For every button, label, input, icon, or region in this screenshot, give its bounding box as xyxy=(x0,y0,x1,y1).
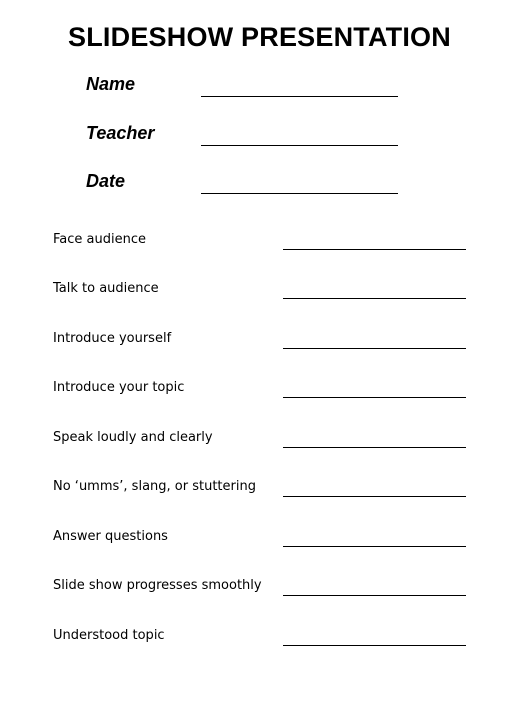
criterion-row xyxy=(53,281,467,307)
teacher-field xyxy=(86,123,406,153)
criterion-blank-line xyxy=(283,595,466,596)
criterion-blank-line xyxy=(283,348,466,349)
date-label: Date xyxy=(86,171,126,191)
criterion-label: Speak loudly and clearly xyxy=(53,430,213,445)
criterion-label: Face audience xyxy=(53,232,146,247)
criterion-blank-line xyxy=(283,645,466,646)
criterion-label: Introduce yourself xyxy=(53,331,172,346)
date-field xyxy=(86,171,406,201)
teacher-label: Teacher xyxy=(86,123,155,143)
date-blank-line xyxy=(201,193,398,194)
criterion-blank-line xyxy=(283,249,466,250)
criterion-row xyxy=(53,331,467,357)
name-label: Name xyxy=(86,74,136,94)
criterion-blank-line xyxy=(283,546,466,547)
criterion-blank-line xyxy=(283,447,466,448)
teacher-blank-line xyxy=(201,145,398,146)
criterion-label: Answer questions xyxy=(53,529,168,544)
criterion-label: No ‘umms’, slang, or stuttering xyxy=(53,479,256,494)
criterion-label: Understood topic xyxy=(53,628,165,643)
criterion-row xyxy=(53,380,467,406)
criterion-row xyxy=(53,430,467,456)
criterion-row xyxy=(53,479,467,505)
name-blank-line xyxy=(201,96,398,97)
page-title: SLIDESHOW PRESENTATION xyxy=(68,22,451,52)
criterion-blank-line xyxy=(283,496,466,497)
criterion-row xyxy=(53,628,467,654)
criterion-row xyxy=(53,529,467,555)
criterion-row xyxy=(53,232,467,258)
criterion-blank-line xyxy=(283,298,466,299)
criterion-label: Introduce your topic xyxy=(53,380,185,395)
criterion-row xyxy=(53,578,467,604)
name-field xyxy=(86,74,406,104)
criterion-label: Talk to audience xyxy=(53,281,159,296)
criterion-label: Slide show progresses smoothly xyxy=(53,578,262,593)
criterion-blank-line xyxy=(283,397,466,398)
